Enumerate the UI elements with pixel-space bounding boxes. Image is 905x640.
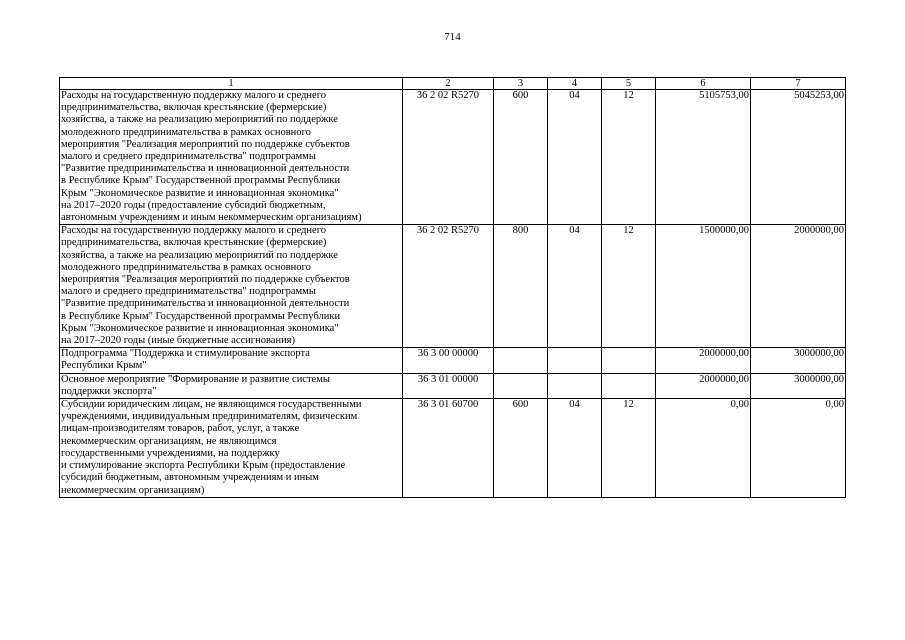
row-code: 36 2 02 R5270 [403,90,494,225]
row-col-4: 04 [548,225,602,348]
row-col-6: 5105753,00 [656,90,751,225]
header-col-7: 7 [751,78,846,90]
header-col-5: 5 [602,78,656,90]
header-row [60,78,846,90]
row-col-4: 04 [548,399,602,498]
table-row [60,90,846,225]
row-col-5 [602,373,656,398]
budget-table [59,77,846,498]
table-row [60,399,846,498]
header-col-3: 3 [494,78,548,90]
table-row [60,373,846,398]
header-col-1: 1 [60,78,403,90]
table-row [60,348,846,373]
row-col-4 [548,373,602,398]
header-col-4: 4 [548,78,602,90]
header-col-6: 6 [656,78,751,90]
row-code: 36 3 01 00000 [403,373,494,398]
row-col-5: 12 [602,399,656,498]
row-description: Основное мероприятие "Формирование и развитие системы поддержки экспорта" [60,373,403,398]
row-col-3: 600 [494,90,548,225]
row-col-7: 5045253,00 [751,90,846,225]
row-col-5: 12 [602,90,656,225]
row-description: Расходы на государственную поддержку малого и среднего предпринимательства, включая крестьянские (фермерские) хозяйства, а также на реализацию мероприятий по поддержке молодежного предпринимательства в рамках основного мероприятия "Реализация мероприятий по поддержке субъектов малого и среднего предпринимательства" подпрограммы "Развитие предпринимательства и инновационной деятельности в Республике Крым" Государственной программы Республики Крым "Экономическое развитие и инновационная экономика" на 2017–2020 годы (предоставление субсидий бюджетным, автономным учреждениям и иным некоммерческим организациям) [60,90,403,225]
row-col-3: 800 [494,225,548,348]
row-col-7: 3000000,00 [751,373,846,398]
row-col-3 [494,348,548,373]
row-col-6: 1500000,00 [656,225,751,348]
row-code: 36 3 00 00000 [403,348,494,373]
row-code: 36 2 02 R5270 [403,225,494,348]
header-col-2: 2 [403,78,494,90]
table-row [60,225,846,348]
row-col-4: 04 [548,90,602,225]
row-col-4 [548,348,602,373]
row-col-7: 0,00 [751,399,846,498]
row-col-6: 2000000,00 [656,373,751,398]
row-col-3 [494,373,548,398]
row-code: 36 3 01 60700 [403,399,494,498]
row-col-7: 3000000,00 [751,348,846,373]
row-description: Подпрограмма "Поддержка и стимулирование экспорта Республики Крым" [60,348,403,373]
row-col-6: 2000000,00 [656,348,751,373]
row-col-3: 600 [494,399,548,498]
row-col-5 [602,348,656,373]
page-number: 714 [444,31,461,43]
row-description: Субсидии юридическим лицам, не являющимся государственными учреждениями, индивидуальным предпринимателям, физическим лицам-производителям товаров, работ, услуг, а также некоммерческим организациям, не являющимся государственными учреждениями, на поддержку и стимулирование экспорта Республики Крым (предоставление субсидий бюджетным, автономным учреждениям и иным некоммерческим организациям) [60,399,403,498]
row-col-5: 12 [602,225,656,348]
row-col-7: 2000000,00 [751,225,846,348]
row-description: Расходы на государственную поддержку малого и среднего предпринимательства, включая крестьянские (фермерские) хозяйства, а также на реализацию мероприятий по поддержке молодежного предпринимательства в рамках основного мероприятия "Реализация мероприятий по поддержке субъектов малого и среднего предпринимательства" подпрограммы "Развитие предпринимательства и инновационной деятельности в Республике Крым" Государственной программы Республики Крым "Экономическое развитие и инновационная экономика" на 2017–2020 годы (иные бюджетные ассигнования) [60,225,403,348]
row-col-6: 0,00 [656,399,751,498]
